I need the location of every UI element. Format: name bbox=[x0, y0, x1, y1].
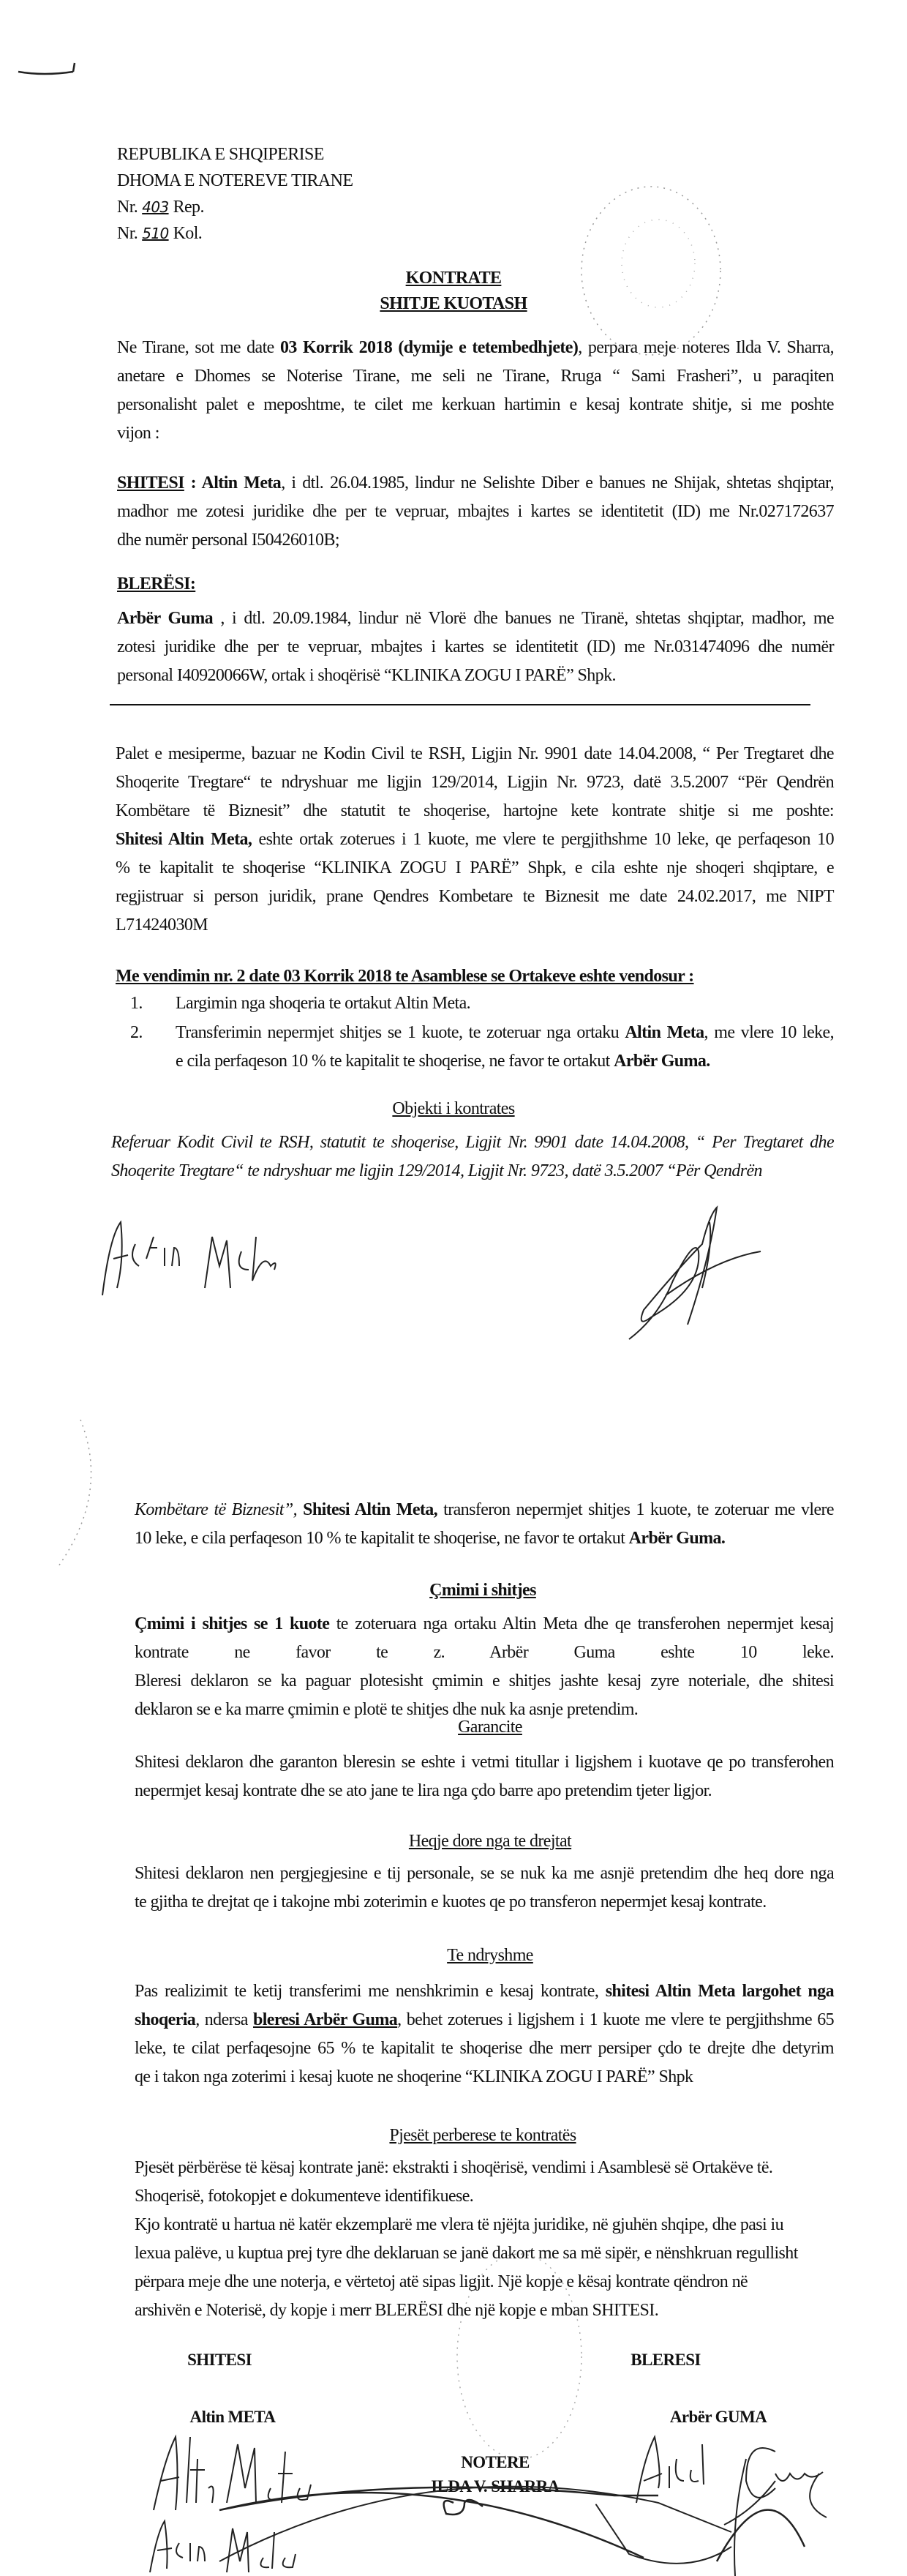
intro-paragraph bbox=[117, 334, 834, 448]
text-segment: 10 leke, e cila perfaqeson 10 % te kapitalit te shoqerise, ne favor te ortakut bbox=[135, 1529, 629, 1548]
italic-text: Shoqerite Tregtare“ te ndryshuar me ligjin 129/2014, Ligjit Nr. 9723, datë 3.5.2007 “Për Qendrën bbox=[111, 1161, 762, 1180]
bold-text: 03 Korrik 2018 (dymije e tetembedhjete) bbox=[279, 338, 579, 357]
text-line bbox=[135, 2239, 834, 2268]
object-paragraph bbox=[111, 1128, 834, 1186]
text-line bbox=[117, 334, 834, 362]
text-segment: qe i takon nga zoterimi i kesaj kuote ne shoqerine “KLINIKA ZOGU I PARË” Shpk bbox=[135, 2067, 693, 2086]
text-segment: deklaron se e ka marre çmimin e plotë te shitjes dhe nuk ka asnje pretendim. bbox=[135, 1700, 639, 1719]
kol-prefix: Nr. bbox=[117, 224, 138, 243]
text-segment: , behet zoterues i ligjshem i 1 kuote me vlere te pergjithshme 65 bbox=[397, 2010, 834, 2029]
text-segment: nepermjet kesaj kontrate dhe se ato jane te lira nga çdo barre apo pretendim tjeter ligjor. bbox=[135, 1781, 712, 1800]
republic-name: REPUBLIKA E SHQIPERISE bbox=[117, 145, 324, 164]
text-line bbox=[117, 469, 834, 498]
text-line bbox=[116, 883, 834, 911]
decision-list bbox=[130, 989, 834, 1077]
text-segment: , ndersa bbox=[195, 2010, 253, 2029]
guarantee-paragraph bbox=[135, 1748, 834, 1805]
text-segment: Palet e mesiperme, bazuar ne Kodin Civil te RSH, Ligjin Nr. 9901 date 14.04.2008, “ Per Tregtaret dhe bbox=[116, 744, 834, 763]
text-line bbox=[135, 1748, 834, 1777]
text-segment: vijon : bbox=[117, 424, 159, 443]
bold-text: Çmimi i shitjes se 1 kuote bbox=[135, 1614, 330, 1633]
buyer-heading: BLERËSI: bbox=[117, 574, 196, 594]
text-line bbox=[135, 1860, 834, 1888]
text-line bbox=[116, 854, 834, 883]
text-segment: Bleresi deklaron se ka paguar plotesisht çmimin e shitjes jashte kesaj zyre noteriale, dhe shitesi bbox=[135, 1671, 834, 1690]
text-segment: L71424030M bbox=[116, 916, 208, 935]
text-line bbox=[135, 1667, 834, 1696]
text-line bbox=[116, 825, 834, 854]
kol-suffix: Kol. bbox=[173, 224, 203, 243]
waiver-heading: Heqje dore nga te drejtat bbox=[408, 1832, 572, 1851]
text-segment: Largimin nga shoqeria te ortakut Altin Meta. bbox=[176, 994, 471, 1013]
text-line bbox=[117, 662, 834, 690]
list-item-text bbox=[176, 1019, 834, 1076]
bold-text: shoqeria bbox=[135, 2010, 196, 2029]
text-line bbox=[135, 1496, 834, 1524]
text-line bbox=[135, 1610, 834, 1639]
notary-stamp bbox=[15, 1412, 102, 1573]
text-segment: Kombëtare të Biznesit” dhe statutit te shoqerise, hartojne kete kontrate shitje si me poshte: bbox=[116, 801, 834, 820]
text-segment: arshivën e Noterisë, dy kopje i merr BLERËSI dhe një kopje e mban SHITESI. bbox=[135, 2301, 659, 2320]
rep-prefix: Nr. bbox=[117, 198, 138, 217]
text-segment: kontrate ne favor te z. Arbër Guma eshte 10 leke. bbox=[135, 1643, 834, 1662]
buyer-label: BLERESI bbox=[631, 2351, 701, 2369]
list-item-number: 2. bbox=[130, 1023, 143, 1042]
text-segment: Kjo kontratë u hartua në katër ekzemplarë me vlera të njëjta juridike, në gjuhën shqipe, dhe pasi iu bbox=[135, 2215, 783, 2234]
seller-paragraph bbox=[117, 469, 834, 555]
bold-text: SHITESI bbox=[117, 473, 184, 493]
seller-name: Altin META bbox=[189, 2408, 276, 2426]
text-segment: Ne Tirane, sot me date bbox=[117, 338, 280, 357]
price-heading: Çmimi i shitjes bbox=[429, 1581, 536, 1600]
text-line bbox=[117, 604, 834, 633]
text-segment: madhor me zotesi juridike dhe per te vepruar, mbajtes i kartes se identitetit (ID) me Nr.027172637 bbox=[117, 502, 834, 521]
parts-heading: Pjesët perberese te kontratës bbox=[389, 2126, 576, 2145]
bold-text: Altin Meta bbox=[625, 1023, 704, 1042]
text-segment: zotesi juridike dhe per te vepruar, mbajtes i kartes se identitetit (ID) me Nr.031474096 dhe numër bbox=[117, 637, 834, 656]
text-line bbox=[135, 2034, 834, 2063]
signature-altin-meta bbox=[95, 1215, 315, 1303]
text-line bbox=[135, 2182, 834, 2211]
text-line bbox=[135, 2211, 834, 2239]
text-segment: , me vlere 10 leke, bbox=[704, 1023, 835, 1042]
title-contract: KONTRATE bbox=[405, 269, 502, 288]
chamber-name: DHOMA E NOTEREVE TIRANE bbox=[117, 171, 353, 190]
text-line bbox=[117, 526, 834, 555]
text-segment: leke, te cilat perfaqesojne 65 % te kapitalit te shoqerise dhe merr persiper çdo te drejte dhe detyrim bbox=[135, 2039, 834, 2058]
text-line bbox=[116, 768, 834, 797]
text-segment: te zoteruara nga ortaku Altin Meta dhe qe transferohen nepermjet kesaj bbox=[329, 1614, 834, 1633]
text-line bbox=[111, 1128, 834, 1157]
rep-suffix: Rep. bbox=[173, 198, 204, 217]
list-item-text bbox=[176, 989, 834, 1018]
rep-number: 403 bbox=[142, 198, 169, 216]
notary-name: ILDA V. SHARRA bbox=[431, 2477, 560, 2496]
parties-paragraph bbox=[116, 740, 834, 940]
text-line bbox=[117, 498, 834, 526]
title-subtitle: SHITJE KUOTASH bbox=[380, 294, 527, 313]
text-segment: lexua palëve, u kuptua prej tyre dhe deklaruan se janë dakort me sa më sipër, e nënshkruan regullisht bbox=[135, 2244, 798, 2263]
document-header bbox=[117, 141, 353, 247]
object-continuation bbox=[135, 1496, 834, 1553]
text-line bbox=[135, 2006, 834, 2034]
text-segment: , i dtl. 20.09.1984, lindur në Vlorë dhe banues ne Tiranë, shtetas shqiptar, madhor, me bbox=[213, 609, 834, 628]
price-paragraph bbox=[135, 1610, 834, 1724]
text-segment: Shoqerisë, fotokopjet e dokumenteve identifikuese. bbox=[135, 2187, 474, 2206]
text-segment: përpara meje dhe une noterja, e vërtetoj atë sipas ligjit. Një kopje e kësaj kontrate qëndron në bbox=[135, 2272, 748, 2291]
notary-label: NOTERE bbox=[461, 2453, 530, 2471]
italic-text: Referuar Kodit Civil te RSH, statutit te shoqerise, Ligjit Nr. 9901 date 14.04.2008, “ Per Tregtaret dhe bbox=[111, 1133, 834, 1152]
text-segment: transferon nepermjet shitjes 1 kuote, te zoteruar me vlere bbox=[437, 1500, 834, 1519]
text-segment: Pas realizimit te ketij transferimi me nenshkrimin e kesaj kontrate, bbox=[135, 1982, 606, 2001]
text-line bbox=[116, 797, 834, 825]
text-segment: eshte ortak zoterues i 1 kuote, me vlere te pergjithshme 10 leke, qe perfaqeson 10 bbox=[252, 830, 834, 849]
waiver-paragraph bbox=[135, 1860, 834, 1917]
text-line bbox=[176, 989, 834, 1018]
text-line bbox=[117, 633, 834, 662]
misc-heading: Te ndryshme bbox=[447, 1946, 533, 1965]
bold-text: Arbër Guma. bbox=[614, 1052, 710, 1071]
text-segment: Pjesët përbërëse të kësaj kontrate janë: ekstrakti i shoqërisë, vendimi i Asamblesë së Ortakëve të. bbox=[135, 2158, 773, 2177]
bold-text: Shitesi Altin Meta, bbox=[303, 1500, 438, 1519]
text-segment: te gjitha te drejtat qe i takojne mbi zoterimin e kuotes qe po transferon nepermjet kesaj kontrate. bbox=[135, 1892, 767, 1912]
bold-text: Shitesi Altin Meta, bbox=[116, 830, 252, 849]
text-line bbox=[135, 2296, 834, 2325]
text-line bbox=[135, 1777, 834, 1805]
text-line bbox=[176, 1047, 834, 1076]
text-segment: Shoqerite Tregtare“ te ndryshuar me ligjin 129/2014, Ligjin Nr. 9723, datë 3.5.2007 “Për Qendrën bbox=[116, 773, 834, 792]
list-item-number: 1. bbox=[130, 994, 143, 1013]
signature-notary-flourish bbox=[219, 2474, 775, 2569]
buyer-name: Arbër GUMA bbox=[669, 2408, 767, 2426]
bold-text: bleresi Arbër Guma bbox=[252, 2010, 398, 2029]
text-segment: , perpara meje noteres Ilda V. Sharra, bbox=[578, 338, 834, 357]
text-segment: e cila perfaqeson 10 % te kapitalit te shoqerise, ne favor te ortakut bbox=[176, 1052, 614, 1071]
repertory-number bbox=[117, 194, 353, 220]
misc-paragraph bbox=[135, 1977, 834, 2092]
decision-heading: Me vendimin nr. 2 date 03 Korrik 2018 te Asamblese se Ortakeve eshte vendosur : bbox=[116, 967, 694, 986]
signature-notary bbox=[614, 1200, 775, 1347]
text-line bbox=[135, 1888, 834, 1917]
text-line bbox=[135, 2154, 834, 2182]
parts-paragraph bbox=[135, 2154, 834, 2325]
text-segment: personal I40920066W, ortak i shoqërisë “KLINIKA ZOGU I PARË” Shpk. bbox=[117, 666, 616, 685]
text-line bbox=[135, 1524, 834, 1553]
text-segment: Shitesi deklaron nen pergjegjesine e tij personale, se se nuk ka me asnjë pretendim dhe heq dore nga bbox=[135, 1864, 834, 1883]
text-segment: % te kapitalit te shoqerise “KLINIKA ZOGU I PARË” Shpk, e cila eshte nje shoqeri shqiptare, e bbox=[116, 858, 834, 877]
bold-text: : Altin Meta bbox=[184, 473, 282, 493]
text-segment: personalisht palet e meposhtme, te cilet me kerkuan hartimin e kesaj kontrate shitje, si me poshte bbox=[117, 395, 834, 414]
text-line bbox=[135, 2268, 834, 2296]
text-line bbox=[135, 1977, 834, 2006]
text-line bbox=[111, 1157, 834, 1186]
text-line bbox=[117, 419, 834, 448]
text-line bbox=[116, 911, 834, 940]
italic-text: Kombëtare të Biznesit”, bbox=[135, 1500, 304, 1519]
bold-text: shitesi Altin Meta largohet nga bbox=[605, 1982, 834, 2001]
text-line bbox=[176, 1019, 834, 1047]
text-line bbox=[116, 740, 834, 768]
seller-label: SHITESI bbox=[187, 2351, 252, 2369]
object-heading: Objekti i kontrates bbox=[392, 1099, 515, 1118]
text-segment: regjistruar si person juridik, prane Qendres Kombetare te Biznesit me date 24.02.2017, me NIPT bbox=[116, 887, 834, 906]
text-segment: Transferimin nepermjet shitjes se 1 kuote, te zoteruar nga ortaku bbox=[176, 1023, 625, 1042]
text-segment: dhe numër personal I50426010B; bbox=[117, 531, 339, 550]
bold-text: Arbër Guma bbox=[117, 609, 214, 628]
divider bbox=[110, 704, 810, 705]
buyer-paragraph bbox=[117, 604, 834, 690]
collection-number bbox=[117, 220, 353, 247]
text-segment: anetare e Dhomes se Noterise Tirane, me seli ne Tirane, Rruga “ Sami Frasheri”, u paraqiten bbox=[117, 367, 834, 386]
text-line bbox=[117, 362, 834, 391]
text-line bbox=[135, 2063, 834, 2092]
kol-number: 510 bbox=[142, 225, 169, 242]
text-line bbox=[117, 391, 834, 419]
handwritten-corner-mark bbox=[15, 59, 102, 80]
bold-text: Arbër Guma. bbox=[628, 1529, 726, 1548]
text-segment: Shitesi deklaron dhe garanton bleresin se eshte i vetmi titullar i ligjshem i kuotave qe po transferohen bbox=[135, 1753, 834, 1772]
text-segment: , i dtl. 26.04.1985, lindur ne Selishte Diber e banues ne Shijak, shtetas shqiptar, bbox=[281, 473, 834, 493]
guarantee-heading: Garancite bbox=[458, 1718, 522, 1737]
text-line bbox=[135, 1639, 834, 1667]
